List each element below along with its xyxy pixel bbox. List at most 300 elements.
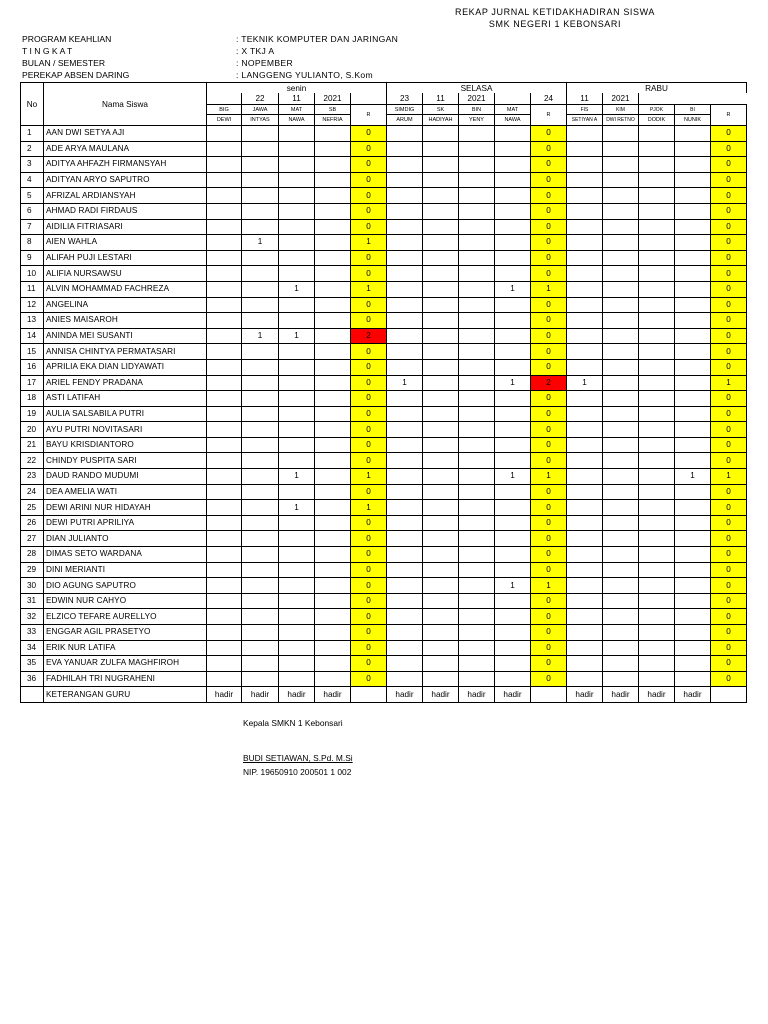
table-row — [21, 578, 747, 594]
teacher-header: YENY — [459, 115, 495, 126]
attendance-cell — [207, 219, 242, 235]
recap-cell: 0 — [351, 219, 387, 235]
recap-cell: 0 — [711, 547, 747, 563]
row-number: 23 — [21, 469, 44, 485]
table-row — [21, 141, 747, 157]
attendance-cell — [207, 141, 242, 157]
info-block — [22, 33, 398, 81]
attendance-cell — [567, 359, 603, 375]
attendance-cell — [495, 453, 531, 469]
attendance-cell — [567, 656, 603, 672]
attendance-cell — [423, 328, 459, 344]
attendance-cell — [207, 235, 242, 251]
recap-cell: 0 — [531, 172, 567, 188]
attendance-cell — [207, 172, 242, 188]
table-row — [21, 422, 747, 438]
row-number: 16 — [21, 359, 44, 375]
attendance-cell — [279, 422, 315, 438]
attendance-cell — [207, 593, 242, 609]
date-part: 2021 — [315, 93, 351, 105]
recap-cell: 0 — [711, 297, 747, 313]
table-row — [21, 157, 747, 173]
attendance-cell: 1 — [387, 375, 423, 391]
attendance-cell — [315, 203, 351, 219]
attendance-cell — [423, 126, 459, 142]
attendance-cell — [603, 313, 639, 329]
attendance-cell — [315, 547, 351, 563]
attendance-cell — [567, 266, 603, 282]
recap-cell: 0 — [711, 422, 747, 438]
recap-blank — [351, 687, 387, 703]
recap-cell: 0 — [711, 625, 747, 641]
attendance-cell — [242, 562, 279, 578]
table-row — [21, 500, 747, 516]
attendance-cell — [603, 297, 639, 313]
table-row — [21, 625, 747, 641]
attendance-cell: 1 — [242, 235, 279, 251]
date-part: 11 — [423, 93, 459, 105]
recap-cell: 0 — [711, 328, 747, 344]
attendance-cell — [639, 609, 675, 625]
attendance-cell — [387, 219, 423, 235]
student-name: ADE ARYA MAULANA — [44, 141, 207, 157]
recap-cell: 0 — [351, 453, 387, 469]
recap-cell: 0 — [351, 593, 387, 609]
attendance-cell — [315, 656, 351, 672]
attendance-cell — [423, 203, 459, 219]
attendance-cell — [675, 609, 711, 625]
student-name: DIO AGUNG SAPUTRO — [44, 578, 207, 594]
attendance-cell — [242, 375, 279, 391]
attendance-cell — [603, 656, 639, 672]
attendance-cell — [639, 453, 675, 469]
student-name: DEWI ARINI NUR HIDAYAH — [44, 500, 207, 516]
attendance-cell — [603, 328, 639, 344]
recap-cell: 0 — [531, 235, 567, 251]
attendance-cell — [495, 500, 531, 516]
attendance-cell — [675, 391, 711, 407]
row-number: 17 — [21, 375, 44, 391]
attendance-cell — [603, 359, 639, 375]
attendance-cell — [387, 188, 423, 204]
attendance-cell — [495, 562, 531, 578]
attendance-cell — [459, 281, 495, 297]
teacher-note-row — [21, 687, 747, 703]
recap-cell: 0 — [531, 188, 567, 204]
attendance-cell — [603, 281, 639, 297]
table-body — [21, 126, 747, 703]
attendance-cell — [387, 671, 423, 687]
recap-cell: 0 — [531, 391, 567, 407]
subject-header: JAWA — [242, 105, 279, 115]
attendance-cell — [459, 625, 495, 641]
attendance-cell — [567, 219, 603, 235]
attendance-cell — [242, 578, 279, 594]
attendance-cell — [315, 359, 351, 375]
table-row — [21, 671, 747, 687]
recap-cell: 0 — [531, 484, 567, 500]
attendance-cell — [459, 406, 495, 422]
recap-cell: 0 — [711, 141, 747, 157]
attendance-cell — [675, 547, 711, 563]
attendance-cell — [207, 328, 242, 344]
attendance-cell — [639, 640, 675, 656]
attendance-cell — [423, 531, 459, 547]
student-name: ALIFIA NURSAWSU — [44, 266, 207, 282]
teacher-note-label: KETERANGAN GURU — [44, 687, 207, 703]
attendance-cell — [387, 500, 423, 516]
teacher-status: hadir — [639, 687, 675, 703]
attendance-cell — [603, 406, 639, 422]
attendance-cell — [675, 515, 711, 531]
student-name: ASTI LATIFAH — [44, 391, 207, 407]
attendance-cell — [315, 469, 351, 485]
recap-header: R — [351, 105, 387, 126]
attendance-cell — [495, 656, 531, 672]
attendance-cell — [423, 281, 459, 297]
attendance-cell: 1 — [279, 469, 315, 485]
attendance-cell — [315, 437, 351, 453]
attendance-cell — [639, 625, 675, 641]
attendance-cell: 1 — [495, 578, 531, 594]
attendance-cell — [387, 235, 423, 251]
attendance-cell — [315, 500, 351, 516]
attendance-cell — [567, 281, 603, 297]
info-label: T I N G K A T — [22, 46, 73, 56]
attendance-cell — [423, 484, 459, 500]
attendance-cell — [207, 609, 242, 625]
attendance-cell — [459, 266, 495, 282]
student-name: AFRIZAL ARDIANSYAH — [44, 188, 207, 204]
subject-header: FIS — [567, 105, 603, 115]
row-number: 8 — [21, 235, 44, 251]
attendance-cell — [387, 281, 423, 297]
recap-cell: 1 — [711, 375, 747, 391]
recap-cell: 0 — [351, 531, 387, 547]
date-part: 23 — [387, 93, 423, 105]
attendance-cell — [603, 235, 639, 251]
attendance-cell — [242, 406, 279, 422]
recap-cell: 0 — [531, 203, 567, 219]
row-number: 15 — [21, 344, 44, 360]
attendance-cell — [423, 297, 459, 313]
attendance-cell — [423, 344, 459, 360]
student-name: DIAN JULIANTO — [44, 531, 207, 547]
recap-cell: 0 — [531, 625, 567, 641]
recap-cell: 1 — [351, 469, 387, 485]
attendance-cell — [279, 172, 315, 188]
attendance-cell — [675, 453, 711, 469]
teacher-status: hadir — [315, 687, 351, 703]
table-row — [21, 531, 747, 547]
recap-cell: 0 — [531, 266, 567, 282]
attendance-cell — [279, 640, 315, 656]
attendance-cell — [675, 188, 711, 204]
attendance-cell — [639, 469, 675, 485]
attendance-cell — [459, 219, 495, 235]
recap-cell: 0 — [531, 219, 567, 235]
attendance-cell — [279, 203, 315, 219]
attendance-cell — [603, 578, 639, 594]
recap-cell: 0 — [711, 281, 747, 297]
attendance-cell — [567, 344, 603, 360]
attendance-cell — [315, 157, 351, 173]
attendance-cell — [675, 625, 711, 641]
attendance-cell — [639, 172, 675, 188]
attendance-cell — [423, 141, 459, 157]
attendance-cell — [242, 593, 279, 609]
recap-cell: 0 — [351, 625, 387, 641]
teacher-header: HADIYAH — [423, 115, 459, 126]
attendance-cell — [459, 328, 495, 344]
recap-cell: 0 — [351, 188, 387, 204]
attendance-cell — [459, 656, 495, 672]
attendance-cell — [639, 157, 675, 173]
recap-cell: 0 — [531, 359, 567, 375]
row-number: 12 — [21, 297, 44, 313]
date-blank — [207, 93, 242, 105]
attendance-cell — [459, 141, 495, 157]
attendance-cell — [459, 297, 495, 313]
recap-cell: 0 — [351, 375, 387, 391]
attendance-cell — [495, 640, 531, 656]
attendance-cell — [675, 437, 711, 453]
table-row — [21, 469, 747, 485]
attendance-cell — [242, 656, 279, 672]
student-name: AULIA SALSABILA PUTRI — [44, 406, 207, 422]
row-number: 1 — [21, 126, 44, 142]
teacher-header: NEFRIA — [315, 115, 351, 126]
attendance-cell — [242, 469, 279, 485]
attendance-cell — [459, 126, 495, 142]
attendance-cell — [423, 515, 459, 531]
attendance-cell — [423, 640, 459, 656]
recap-cell: 0 — [711, 671, 747, 687]
attendance-cell — [495, 359, 531, 375]
attendance-cell — [639, 219, 675, 235]
attendance-cell — [279, 219, 315, 235]
attendance-cell — [423, 562, 459, 578]
student-name: APRILIA EKA DIAN LIDYAWATI — [44, 359, 207, 375]
recap-cell: 0 — [711, 391, 747, 407]
attendance-cell — [459, 500, 495, 516]
recap-header: R — [711, 105, 747, 126]
row-number: 13 — [21, 313, 44, 329]
attendance-cell — [567, 172, 603, 188]
attendance-cell — [315, 671, 351, 687]
attendance-cell — [567, 126, 603, 142]
attendance-cell — [675, 172, 711, 188]
attendance-cell — [207, 313, 242, 329]
teacher-header: NUNIK — [675, 115, 711, 126]
attendance-cell: 1 — [567, 375, 603, 391]
student-name: ELZICO TEFARE AURELLYO — [44, 609, 207, 625]
attendance-cell — [423, 609, 459, 625]
attendance-cell — [567, 625, 603, 641]
row-number: 28 — [21, 547, 44, 563]
attendance-cell — [279, 157, 315, 173]
attendance-cell — [279, 625, 315, 641]
table-row — [21, 375, 747, 391]
attendance-cell — [315, 391, 351, 407]
attendance-cell — [387, 547, 423, 563]
day-header: SELASA — [387, 83, 567, 94]
attendance-cell — [603, 375, 639, 391]
row-number: 3 — [21, 157, 44, 173]
attendance-cell — [567, 547, 603, 563]
attendance-cell — [495, 313, 531, 329]
recap-cell: 0 — [351, 313, 387, 329]
attendance-cell — [315, 141, 351, 157]
attendance-cell — [315, 609, 351, 625]
attendance-cell — [459, 422, 495, 438]
recap-cell: 0 — [351, 157, 387, 173]
recap-cell: 0 — [531, 328, 567, 344]
student-name: ANINDA MEI SUSANTI — [44, 328, 207, 344]
attendance-cell — [675, 141, 711, 157]
attendance-cell — [315, 531, 351, 547]
recap-cell: 0 — [711, 609, 747, 625]
table-row — [21, 313, 747, 329]
attendance-cell — [423, 235, 459, 251]
attendance-cell — [315, 281, 351, 297]
attendance-cell — [207, 281, 242, 297]
recap-cell: 1 — [351, 281, 387, 297]
recap-cell: 0 — [531, 593, 567, 609]
recap-cell: 0 — [351, 562, 387, 578]
attendance-cell — [207, 422, 242, 438]
attendance-cell — [567, 188, 603, 204]
student-name: ADITYA AHFAZH FIRMANSYAH — [44, 157, 207, 173]
attendance-cell — [675, 126, 711, 142]
student-name: DEWI PUTRI APRILIYA — [44, 515, 207, 531]
attendance-cell — [207, 484, 242, 500]
recap-cell: 2 — [531, 375, 567, 391]
attendance-cell — [603, 188, 639, 204]
recap-cell: 0 — [711, 437, 747, 453]
recap-cell: 0 — [351, 266, 387, 282]
attendance-cell — [675, 157, 711, 173]
attendance-cell — [242, 359, 279, 375]
attendance-cell — [387, 297, 423, 313]
attendance-cell — [279, 531, 315, 547]
row-number: 10 — [21, 266, 44, 282]
row-number: 27 — [21, 531, 44, 547]
attendance-cell — [315, 562, 351, 578]
attendance-cell — [423, 188, 459, 204]
attendance-cell — [459, 640, 495, 656]
attendance-cell — [315, 235, 351, 251]
attendance-cell — [567, 391, 603, 407]
attendance-cell — [495, 203, 531, 219]
attendance-cell — [315, 484, 351, 500]
attendance-cell — [495, 437, 531, 453]
attendance-cell — [242, 266, 279, 282]
attendance-cell — [315, 188, 351, 204]
attendance-cell — [315, 453, 351, 469]
student-name: AHMAD RADI FIRDAUS — [44, 203, 207, 219]
attendance-cell — [387, 406, 423, 422]
row-number: 14 — [21, 328, 44, 344]
attendance-cell: 1 — [495, 469, 531, 485]
attendance-cell — [639, 500, 675, 516]
attendance-cell — [639, 141, 675, 157]
attendance-cell — [387, 640, 423, 656]
attendance-cell — [387, 313, 423, 329]
attendance-cell — [207, 625, 242, 641]
attendance-cell — [675, 484, 711, 500]
attendance-cell — [639, 547, 675, 563]
attendance-cell — [567, 453, 603, 469]
table-row — [21, 406, 747, 422]
attendance-cell — [207, 656, 242, 672]
attendance-cell — [495, 328, 531, 344]
attendance-cell — [459, 484, 495, 500]
attendance-cell — [459, 344, 495, 360]
attendance-cell — [675, 375, 711, 391]
student-name: AYU PUTRI NOVITASARI — [44, 422, 207, 438]
attendance-cell — [639, 391, 675, 407]
attendance-cell — [423, 359, 459, 375]
attendance-cell — [387, 359, 423, 375]
date-part: 2021 — [459, 93, 495, 105]
attendance-cell — [495, 157, 531, 173]
attendance-cell — [639, 422, 675, 438]
attendance-cell — [495, 141, 531, 157]
row-number: 4 — [21, 172, 44, 188]
attendance-cell — [207, 562, 242, 578]
recap-cell: 0 — [711, 266, 747, 282]
attendance-cell — [675, 593, 711, 609]
attendance-cell — [279, 141, 315, 157]
attendance-cell — [279, 562, 315, 578]
attendance-cell — [675, 671, 711, 687]
attendance-cell — [639, 671, 675, 687]
attendance-cell — [603, 531, 639, 547]
recap-cell: 0 — [351, 515, 387, 531]
attendance-cell — [315, 593, 351, 609]
row-number: 35 — [21, 656, 44, 672]
attendance-cell — [315, 406, 351, 422]
attendance-cell — [675, 640, 711, 656]
attendance-cell — [495, 235, 531, 251]
attendance-cell — [315, 250, 351, 266]
recap-cell: 0 — [351, 437, 387, 453]
attendance-cell — [387, 562, 423, 578]
recap-cell: 0 — [351, 297, 387, 313]
attendance-cell — [207, 453, 242, 469]
attendance-cell — [315, 515, 351, 531]
row-number: 32 — [21, 609, 44, 625]
attendance-cell — [315, 313, 351, 329]
recap-cell: 0 — [531, 500, 567, 516]
attendance-cell — [207, 437, 242, 453]
attendance-cell — [495, 671, 531, 687]
attendance-cell — [567, 157, 603, 173]
attendance-cell — [639, 515, 675, 531]
attendance-cell — [207, 640, 242, 656]
table-row — [21, 437, 747, 453]
attendance-cell — [675, 328, 711, 344]
recap-cell: 0 — [711, 515, 747, 531]
recap-cell: 0 — [531, 297, 567, 313]
attendance-cell — [387, 609, 423, 625]
recap-cell: 0 — [531, 531, 567, 547]
attendance-cell — [675, 578, 711, 594]
student-name: EVA YANUAR ZULFA MAGHFIROH — [44, 656, 207, 672]
recap-cell: 0 — [531, 141, 567, 157]
recap-cell: 0 — [711, 344, 747, 360]
